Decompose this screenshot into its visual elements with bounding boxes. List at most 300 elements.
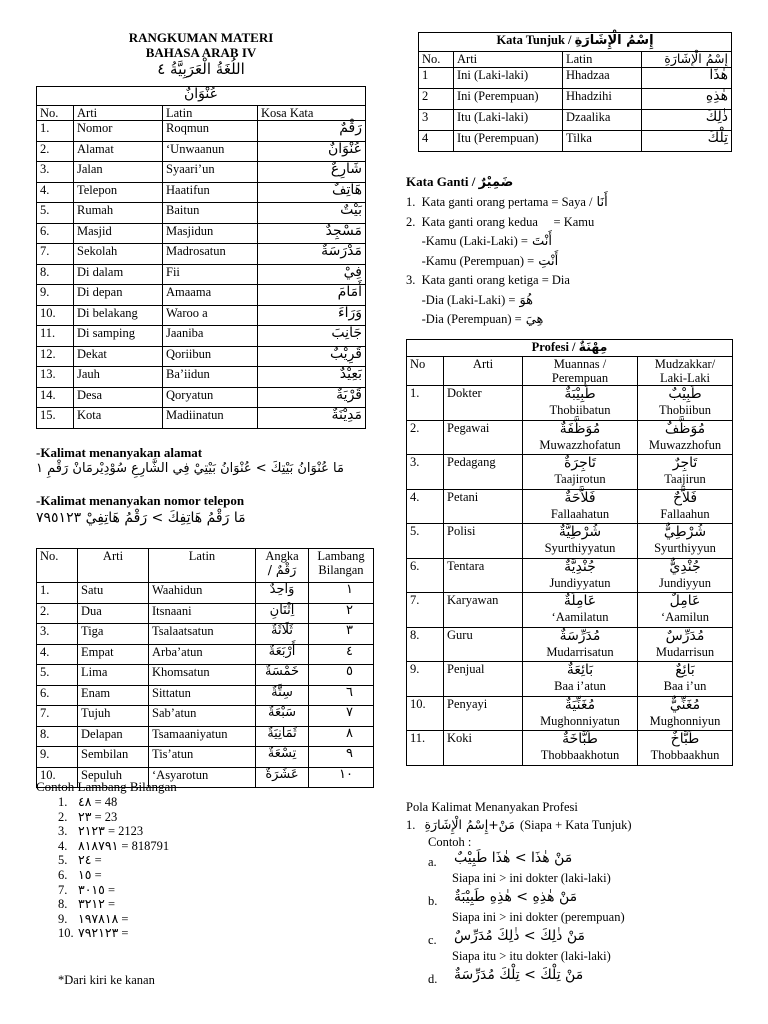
cell-arti: Dokter	[444, 386, 523, 421]
mudzakkar-latin: Muwazzhofun	[648, 437, 722, 452]
mudzakkar-latin: ‘Aamilun	[661, 610, 709, 624]
title-arabic: اللُغَةُ الْعَرَبِيَّةُ ٤	[157, 60, 245, 78]
table-row	[37, 285, 366, 306]
mudzakkar-arabic: جُنْدِيٌّ	[669, 558, 701, 575]
table-row	[37, 408, 366, 429]
cell-arti: Itu (Perempuan)	[454, 131, 563, 152]
cell-kosakata: بَعِيْدٌ	[258, 367, 366, 388]
cell-latin: Qoriibun	[163, 346, 258, 367]
table-row	[407, 386, 733, 421]
cell-lambang: ٤	[309, 644, 374, 665]
cell-no: 5.	[37, 203, 74, 224]
example-arabic: ٣٢١٢	[78, 896, 105, 912]
mudzakkar-latin: Thobbaakhun	[650, 748, 720, 762]
table-row	[37, 367, 366, 388]
list-item	[58, 926, 169, 941]
vocab-table	[36, 86, 366, 429]
cell-no: 1.	[407, 386, 444, 421]
list-item	[58, 795, 169, 810]
cell-muannas	[523, 558, 638, 593]
professions-header-mudzakkar-2: Laki-Laki	[660, 371, 710, 385]
examples-heading: Contoh Lambang Bilangan	[36, 779, 177, 794]
pattern-rule	[406, 817, 632, 833]
cell-no: 6.	[407, 558, 444, 593]
cell-no: 13.	[37, 367, 74, 388]
table-row	[407, 731, 733, 766]
table-row	[37, 121, 366, 142]
table-row	[407, 558, 733, 593]
example-arabic: ١٩٧٨١٨	[78, 910, 119, 926]
cell-arti: Dekat	[74, 346, 163, 367]
example-value: =	[91, 853, 102, 868]
cell-no: 3.	[407, 455, 444, 490]
muannas-arabic: بَائِعَةٌ	[566, 662, 594, 678]
cell-arti: Telepon	[74, 182, 163, 203]
cell-latin: Hhadzihi	[563, 89, 642, 110]
cell-muannas	[523, 593, 638, 628]
pattern-rule-text: (Siapa + Kata Tunjuk)	[520, 818, 632, 832]
cell-arti: Rumah	[74, 203, 163, 224]
cell-arabic: ذٰلِكَ	[642, 110, 732, 131]
phone-question-label: -Kalimat menanyakan nomor telepon	[36, 493, 245, 508]
table-row	[37, 603, 374, 624]
table-row	[407, 627, 733, 662]
numbers-header-lambang-1: Lambang	[317, 549, 365, 563]
address-question-arabic: مَا عُنْوَانُ بَيْتِكَ > عُنْوَانُ بَيْتِيْ فِي الشَّارِعِ سُوْدِيْرمَانْ رَقْمِ ١	[36, 461, 344, 476]
muannas-latin: Thobiibatun	[549, 403, 611, 417]
table-row	[407, 489, 733, 524]
muannas-latin: Baa i’atun	[554, 679, 606, 693]
example-number: 8.	[58, 897, 68, 912]
demonstratives-table	[418, 32, 732, 152]
cell-no: 8.	[37, 264, 74, 285]
example-value: =	[91, 867, 102, 882]
title-line-1: RANGKUMAN MATERI	[128, 30, 274, 45]
numbers-header-arti: Arti	[78, 549, 149, 583]
cell-latin: Madrosatun	[163, 244, 258, 265]
example-arabic: ٧٩٢١٢٣	[78, 925, 119, 941]
cell-kosakata: مَسْجِدٌ	[258, 223, 366, 244]
example-value: =	[118, 926, 129, 941]
cell-no: 5.	[407, 524, 444, 559]
professions-header-arti: Arti	[444, 357, 523, 386]
demonstratives-header-arabic: إِسْمُ الْإِشَارَةِ	[642, 52, 732, 68]
mudzakkar-arabic: طَبَّاخٌ	[670, 731, 700, 747]
cell-arti: Desa	[74, 387, 163, 408]
cell-no: 6.	[37, 685, 78, 706]
example-number: 2.	[58, 809, 68, 824]
cell-no: 3.	[37, 162, 74, 183]
cell-no: 7.	[37, 244, 74, 265]
cell-mudzakkar	[638, 696, 733, 731]
pronoun-arabic: هُوَ	[519, 292, 534, 308]
mudzakkar-latin: Baa i’un	[663, 679, 707, 693]
cell-no: 4.	[407, 489, 444, 524]
cell-arti: Petani	[444, 489, 523, 524]
table-row	[407, 455, 733, 490]
muannas-latin: Muwazzhofatun	[539, 437, 621, 452]
numbers-header-angka-label: Angka	[265, 549, 299, 563]
example-arabic: ١٥	[78, 866, 92, 882]
example-value: = 23	[91, 809, 118, 824]
cell-arti: Pegawai	[444, 420, 523, 455]
professions-header-muannas	[523, 357, 638, 386]
cell-angka: خَمْسَةٌ	[256, 665, 309, 686]
cell-arti: Pedagang	[444, 455, 523, 490]
cell-muannas	[523, 662, 638, 697]
cell-arti: Polisi	[444, 524, 523, 559]
cell-arti: Di samping	[74, 326, 163, 347]
cell-mudzakkar	[638, 558, 733, 593]
mudzakkar-latin: Fallaahun	[660, 506, 710, 521]
numbers-header-no: No.	[37, 549, 78, 583]
cell-no: 3.	[37, 624, 78, 645]
mudzakkar-arabic: طَبِيْبٌ	[668, 386, 702, 402]
pronouns-list	[406, 193, 608, 330]
cell-mudzakkar	[638, 593, 733, 628]
cell-no: 1	[419, 68, 454, 89]
cell-arti: Nomor	[74, 121, 163, 142]
pattern-contoh: Contoh :	[428, 835, 472, 849]
pronoun-text: 3. Kata ganti orang ketiga = Dia	[406, 273, 570, 287]
cell-latin: Hhadzaa	[563, 68, 642, 89]
table-row	[37, 305, 366, 326]
numbers-table	[36, 548, 374, 788]
cell-no: 1.	[37, 121, 74, 142]
example-arabic: مَنْ هٰذِهِ > هٰذِهِ طَبِيْبَةٌ	[454, 889, 578, 905]
cell-latin: Syaari’un	[163, 162, 258, 183]
mudzakkar-arabic: تَاجِرٌ	[672, 455, 698, 471]
pattern-examples	[428, 850, 728, 1006]
table-row	[37, 644, 374, 665]
pattern-rule-arabic: مَنْ+إِسْمُ الْإِشَارَةِ	[424, 817, 515, 832]
list-item	[428, 928, 728, 967]
mudzakkar-latin: Mughonniyun	[649, 713, 721, 728]
example-value: = 818791	[118, 838, 170, 853]
examples-list	[58, 795, 169, 941]
example-number: 9.	[58, 911, 68, 926]
pronoun-text: -Kamu (Laki-Laki) =	[406, 234, 528, 248]
cell-arti: Lima	[78, 665, 149, 686]
list-item	[428, 850, 728, 889]
mudzakkar-latin: Jundiyyun	[658, 575, 712, 590]
table-row	[37, 685, 374, 706]
list-item	[58, 839, 169, 854]
muannas-arabic: مُوَظَّفَةٌ	[559, 420, 601, 437]
cell-no: 7.	[407, 593, 444, 628]
cell-muannas	[523, 627, 638, 662]
example-number: 6.	[58, 867, 68, 882]
list-item	[406, 213, 608, 233]
cell-kosakata: أَمَامَ	[258, 285, 366, 306]
professions-heading	[407, 340, 733, 357]
cell-arti: Jauh	[74, 367, 163, 388]
cell-mudzakkar	[638, 627, 733, 662]
table-row	[37, 747, 374, 768]
cell-arabic: تِلْكَ	[642, 131, 732, 152]
cell-kosakata: فِيْ	[258, 264, 366, 285]
table-row	[407, 662, 733, 697]
examples-note: *Dari kiri ke kanan	[58, 973, 155, 987]
example-letter: a.	[428, 855, 437, 869]
cell-arti: Sembilan	[78, 747, 149, 768]
cell-mudzakkar	[638, 386, 733, 421]
example-number: 5.	[58, 853, 68, 868]
cell-latin: Amaama	[163, 285, 258, 306]
cell-kosakata: عُنْوَانٌ	[258, 141, 366, 162]
example-number: 3.	[58, 824, 68, 839]
cell-mudzakkar	[638, 455, 733, 490]
table-row	[419, 110, 732, 131]
muannas-latin: ‘Aamilatun	[551, 610, 609, 624]
cell-arti: Jalan	[74, 162, 163, 183]
cell-lambang: ٣	[309, 624, 374, 645]
table-row	[407, 593, 733, 628]
mudzakkar-arabic: شُرْطِيٌّ	[663, 524, 707, 540]
cell-lambang: ٢	[309, 603, 374, 624]
cell-muannas	[523, 420, 638, 455]
professions-table	[406, 339, 733, 766]
cell-angka: ثَلَاثَةٌ	[256, 624, 309, 645]
table-row	[407, 524, 733, 559]
example-arabic: ٣٠١٥	[78, 881, 105, 897]
table-row	[407, 420, 733, 455]
mudzakkar-arabic: فَلاَّحٌ	[672, 489, 698, 506]
cell-no: 1.	[37, 583, 78, 604]
cell-no: 4	[419, 131, 454, 152]
cell-no: 10.	[37, 767, 78, 788]
cell-latin: Khomsatun	[149, 665, 256, 686]
list-item	[406, 252, 608, 272]
muannas-latin: Syurthiyyatun	[544, 541, 616, 555]
example-arabic: ٨١٨٧٩١	[78, 837, 119, 853]
muannas-latin: Jundiyyatun	[549, 575, 611, 590]
cell-muannas	[523, 696, 638, 731]
pronoun-arabic: أَنَا	[596, 195, 608, 210]
muannas-latin: Taajirotun	[554, 472, 606, 486]
demonstratives-heading-latin: Kata Tunjuk /	[496, 33, 572, 47]
cell-no: 3	[419, 110, 454, 131]
cell-kosakata: جَانِبَ	[258, 326, 366, 347]
cell-latin: Masjidun	[163, 223, 258, 244]
cell-no: 12.	[37, 346, 74, 367]
cell-arti: Di belakang	[74, 305, 163, 326]
title-line-2: BAHASA ARAB IV	[145, 45, 257, 60]
cell-latin: Waahidun	[149, 583, 256, 604]
muannas-arabic: شُرْطِيَّةٌ	[558, 524, 602, 540]
demonstratives-header-no: No.	[419, 52, 454, 68]
mudzakkar-latin: Syurthiyyun	[654, 541, 716, 555]
cell-arti: Enam	[78, 685, 149, 706]
example-number: 1.	[58, 795, 68, 809]
table-row	[37, 223, 366, 244]
pattern-rule-number: 1.	[406, 818, 416, 832]
example-arabic: ٢٤	[78, 852, 92, 868]
cell-latin: Tilka	[563, 131, 642, 152]
cell-angka: ثَمَانِيَةٌ	[256, 726, 309, 747]
cell-no: 10.	[407, 696, 444, 731]
demonstratives-heading-arabic: إِسْمُ الْإِشَارَةِ	[574, 33, 654, 48]
vocab-heading: عُنْوَانٌ	[37, 87, 366, 106]
pronoun-text: -Dia (Laki-Laki) =	[406, 292, 516, 307]
muannas-latin: Mughonniyatun	[540, 713, 620, 728]
phone-question-arabic: مَا رَقْمُ هَاتِفِكَ > رَقْمُ هَاتِفِيْ ٧٩٥١٢٣	[36, 510, 246, 526]
cell-latin: Madiinatun	[163, 408, 258, 429]
list-item	[58, 824, 169, 839]
cell-arti: Ini (Perempuan)	[454, 89, 563, 110]
example-latin: Siapa ini > ini dokter (perempuan)	[452, 910, 625, 924]
table-row	[37, 624, 374, 645]
cell-arti: Alamat	[74, 141, 163, 162]
example-latin: Siapa ini > ini dokter (laki-laki)	[452, 871, 611, 885]
cell-latin: Ba’iidun	[163, 367, 258, 388]
cell-muannas	[523, 731, 638, 766]
table-row	[37, 726, 374, 747]
muannas-latin: Fallaahatun	[550, 506, 610, 521]
cell-no: 8.	[37, 726, 78, 747]
cell-arti: Penyayi	[444, 696, 523, 731]
numbers-header-angka	[256, 549, 309, 583]
cell-no: 9.	[407, 662, 444, 697]
professions-heading-arabic: مِهْنَةٌ	[578, 339, 608, 354]
cell-arti: Satu	[78, 583, 149, 604]
doc-title	[36, 30, 366, 60]
pronouns-heading-latin: Kata Ganti /	[406, 174, 476, 189]
cell-no: 9.	[37, 747, 78, 768]
mudzakkar-arabic: مُوَظَّفٌ	[664, 420, 706, 437]
example-arabic: مَنْ هٰذَا > هٰذَا طَبِيْبٌ	[454, 850, 573, 866]
example-arabic: ٢٣	[78, 808, 92, 824]
mudzakkar-latin: Mudarrisun	[655, 644, 715, 659]
list-item	[406, 310, 608, 330]
pronoun-text: 1. Kata ganti orang pertama = Saya /	[406, 195, 593, 209]
cell-muannas	[523, 524, 638, 559]
cell-arti: Empat	[78, 644, 149, 665]
cell-no: 11.	[407, 731, 444, 766]
professions-header-muannas-1: Muannas /	[553, 357, 607, 371]
cell-latin: Haatifun	[163, 182, 258, 203]
cell-latin: Sittatun	[149, 685, 256, 706]
cell-latin: Dzaalika	[563, 110, 642, 131]
cell-lambang: ١٠	[309, 767, 374, 788]
muannas-latin: Mudarrisatun	[546, 644, 614, 659]
numbers-header-lambang-2: Bilangan	[318, 563, 364, 577]
table-row	[37, 264, 366, 285]
cell-no: 14.	[37, 387, 74, 408]
pronoun-arabic: أَنْتَ	[531, 234, 552, 249]
table-row	[37, 346, 366, 367]
professions-header-mudzakkar	[638, 357, 733, 386]
cell-lambang: ٩	[309, 747, 374, 768]
muannas-arabic: مُدَرِّسَةٌ	[559, 627, 601, 644]
pronouns-heading-arabic: ضَمِيْرٌ	[478, 175, 514, 190]
cell-no: 15.	[37, 408, 74, 429]
cell-arti: Tentara	[444, 558, 523, 593]
cell-angka: أَرْبَعَةٌ	[256, 644, 309, 665]
numbers-header-lambang	[309, 549, 374, 583]
mudzakkar-latin: Taajirun	[664, 472, 706, 486]
cell-muannas	[523, 489, 638, 524]
muannas-arabic: طَبِيْبَةٌ	[564, 386, 596, 402]
cell-kosakata: رَقْمٌ	[258, 121, 366, 142]
cell-kosakata: وَرَاءَ	[258, 305, 366, 326]
table-row	[419, 89, 732, 110]
cell-arti: Penjual	[444, 662, 523, 697]
cell-arti: Di dalam	[74, 264, 163, 285]
cell-mudzakkar	[638, 420, 733, 455]
cell-arabic: هٰذِهِ	[642, 89, 732, 110]
pronoun-text: 2. Kata ganti orang kedua = Kamu	[406, 214, 595, 229]
cell-arti: Delapan	[78, 726, 149, 747]
cell-lambang: ٥	[309, 665, 374, 686]
cell-mudzakkar	[638, 662, 733, 697]
example-arabic: مَنْ ذٰلِكَ > ذٰلِكَ مُدَرِّسٌ	[454, 928, 585, 944]
table-row	[37, 387, 366, 408]
cell-kosakata: هَاتِفٌ	[258, 182, 366, 203]
table-row	[37, 244, 366, 265]
cell-kosakata: شَارِعٌ	[258, 162, 366, 183]
professions-heading-latin: Profesi /	[531, 340, 576, 354]
pronoun-arabic: أَنْتِ	[538, 253, 559, 269]
muannas-latin: Thobbaakhotun	[540, 748, 620, 762]
cell-arti: Guru	[444, 627, 523, 662]
list-item	[58, 883, 169, 898]
table-row	[37, 203, 366, 224]
example-letter: c.	[428, 933, 437, 947]
address-question-label: -Kalimat menanyakan alamat	[36, 445, 203, 460]
cell-no: 11.	[37, 326, 74, 347]
mudzakkar-arabic: مُدَرِّسٌ	[665, 627, 705, 644]
muannas-arabic: مُغَنِّيَةٌ	[564, 696, 596, 713]
pronoun-text: -Kamu (Perempuan) =	[406, 253, 535, 268]
cell-lambang: ٦	[309, 685, 374, 706]
cell-arti: Koki	[444, 731, 523, 766]
cell-mudzakkar	[638, 489, 733, 524]
cell-angka: سِتَّةٌ	[256, 685, 309, 706]
cell-no: 6.	[37, 223, 74, 244]
table-row	[37, 665, 374, 686]
cell-arabic: هٰذَا	[642, 68, 732, 89]
cell-kosakata: بَيْتٌ	[258, 203, 366, 224]
list-item	[406, 193, 608, 213]
list-item	[406, 232, 608, 252]
example-latin: Siapa itu > itu dokter (laki-laki)	[452, 949, 611, 963]
mudzakkar-latin: Thobiibun	[658, 403, 712, 417]
muannas-arabic: فَلاَّحَةٌ	[564, 489, 596, 506]
vocab-header-arti: Arti	[74, 106, 163, 121]
cell-no: 2.	[37, 141, 74, 162]
professions-header-muannas-2: Perempuan	[551, 371, 609, 385]
example-value: =	[118, 911, 129, 926]
table-row	[419, 68, 732, 89]
list-item	[58, 868, 169, 883]
cell-arti: Karyawan	[444, 593, 523, 628]
example-value: =	[104, 897, 116, 912]
cell-arti: Tujuh	[78, 706, 149, 727]
cell-muannas	[523, 386, 638, 421]
example-letter: b.	[428, 894, 438, 908]
cell-muannas	[523, 455, 638, 490]
professions-header-mudzakkar-1: Mudzakkar/	[654, 357, 716, 371]
list-item	[406, 271, 608, 291]
cell-no: 2	[419, 89, 454, 110]
cell-kosakata: قَرِيْبٌ	[258, 346, 366, 367]
cell-latin: Waroo a	[163, 305, 258, 326]
cell-kosakata: مَدْرَسَةٌ	[258, 244, 366, 265]
pronouns-heading	[406, 174, 513, 190]
cell-latin: ‘Unwaanun	[163, 141, 258, 162]
list-item	[406, 291, 608, 311]
